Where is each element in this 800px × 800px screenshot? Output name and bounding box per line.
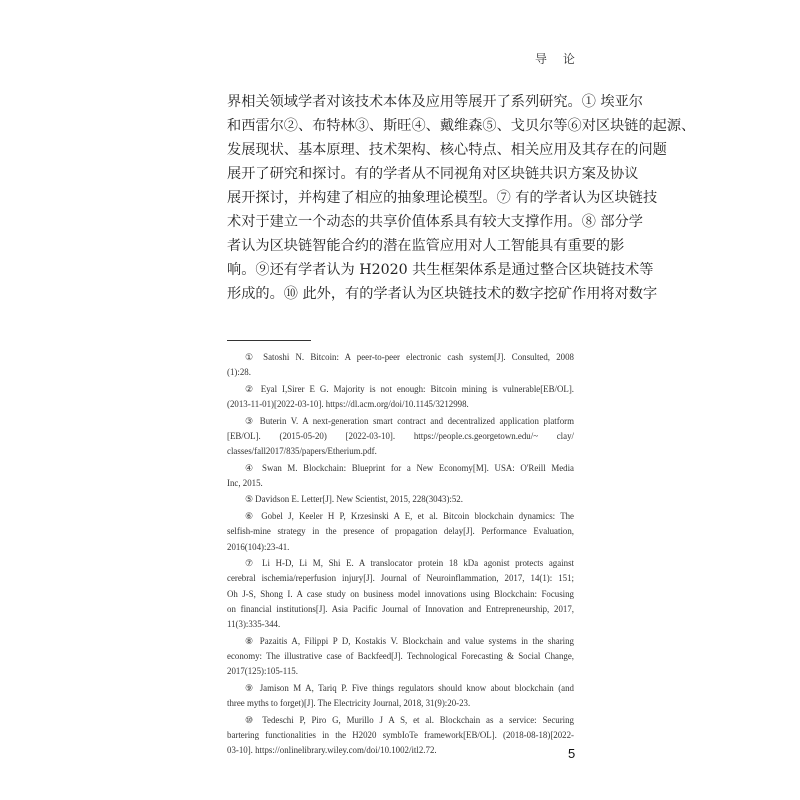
footnote-line: ② Eyal I,Sirer E G. Majority is not enough: Bitcoin mining is vulnerable[EB/OL]. xyxy=(245,383,574,394)
footnote xyxy=(227,713,574,759)
body-line: 术对于建立一个动态的共享价值体系具有较大支撑作用。⑧ 部分学 xyxy=(227,214,643,230)
footnote xyxy=(227,492,574,507)
footnote-divider xyxy=(227,340,311,341)
footnote xyxy=(227,634,574,680)
body-line: 者认为区块链智能合约的潜在监管应用对人工智能具有重要的影 xyxy=(227,238,625,254)
footnote-line: 11(3):335-344. xyxy=(227,619,281,630)
body-text xyxy=(227,90,696,306)
footnote xyxy=(227,681,574,712)
page-number: 5 xyxy=(568,746,576,761)
footnote-line: ⑨ Jamison M A, Tariq P. Five things regulators should know about blockchain (and xyxy=(245,682,574,693)
footnote-line: Oh J-S, Shong I. A case study on business model innovations using Blockchain: Focusing xyxy=(227,588,574,599)
footnote-line: economy: The illustrative case of Backfeed[J]. Technological Forecasting & Social Change, xyxy=(227,650,574,661)
body-line: 响。⑨还有学者认为 H2020 共生框架体系是通过整合区块链技术等 xyxy=(227,262,654,278)
footnote xyxy=(227,350,574,381)
footnote xyxy=(227,556,574,632)
footnote-line: 03-10]. https://onlinelibrary.wiley.com/doi/10.1002/itl2.72. xyxy=(227,745,437,756)
footnotes xyxy=(227,350,574,760)
footnote-line: on financial institutions[J]. Asia Pacific Journal of Innovation and Entrepreneurship, 2017, xyxy=(227,603,574,614)
body-line: 发展现状、基本原理、技术架构、核心特点、相关应用及其存在的问题 xyxy=(227,142,667,158)
body-line: 展开了研究和探讨。有的学者从不同视角对区块链共识方案及协议 xyxy=(227,166,639,182)
body-line: 界相关领域学者对该技术本体及应用等展开了系列研究。① 埃亚尔 xyxy=(227,94,643,110)
footnote-line: ① Satoshi N. Bitcoin: A peer-to-peer electronic cash system[J]. Consulted, 2008 xyxy=(245,352,574,362)
footnote-line: classes/fall2017/835/papers/Etherium.pdf. xyxy=(227,446,377,457)
footnote-line: ⑤ Davidson E. Letter[J]. New Scientist, 2015, 228(3043):52. xyxy=(245,494,463,505)
footnote-line: ⑥ Gobel J, Keeler H P, Krzesinski A E, et al. Bitcoin blockchain dynamics: The xyxy=(245,510,574,521)
footnote xyxy=(227,509,574,555)
footnote xyxy=(227,461,574,492)
running-header: 导 论 xyxy=(535,52,581,66)
body-line: 和西雷尔②、布特林③、斯旺④、戴维森⑤、戈贝尔等⑥对区块链的起源、 xyxy=(227,118,696,134)
footnote xyxy=(227,382,574,413)
footnote-line: selfish-mine strategy in the presence of propagation delay[J]. Performance Evaluation, xyxy=(227,526,574,537)
footnote-line: ⑩ Tedeschi P, Piro G, Murillo J A S, et al. Blockchain as a service: Securing xyxy=(245,714,574,725)
footnote-line: ⑦ Li H-D, Li M, Shi E. A translocator protein 18 kDa agonist protects against xyxy=(245,557,574,568)
footnote-line: ⑧ Pazaitis A, Filippi P D, Kostakis V. Blockchain and value systems in the sharing xyxy=(245,635,574,646)
body-line: 形成的。⑩ 此外，有的学者认为区块链技术的数字挖矿作用将对数字 xyxy=(227,286,658,302)
footnote-line: cerebral ischemia/reperfusion injury[J]. Journal of Neuroinflammation, 2017, 14(1): 151; xyxy=(227,573,574,584)
footnote-line: (1):28. xyxy=(227,367,251,378)
footnote-line: ③ Buterin V. A next-generation smart contract and decentralized application platform xyxy=(245,415,574,426)
footnote-line: Inc, 2015. xyxy=(227,477,263,488)
footnote-line: three myths to forget)[J]. The Electricity Journal, 2018, 31(9):20-23. xyxy=(227,698,471,709)
footnote-line: 2016(104):23-41. xyxy=(227,541,290,552)
footnote-line: [EB/OL]. (2015-05-20) [2022-03-10]. https://people.cs.georgetown.edu/~ clay/ xyxy=(227,430,574,441)
footnote-line: (2013-11-01)[2022-03-10]. https://dl.acm.org/doi/10.1145/3212998. xyxy=(227,399,469,410)
footnote-line: bartering functionalities in the H2020 symbIoTe framework[EB/OL]. (2018-08-18)[2022- xyxy=(227,729,574,740)
body-line: 展开探讨，并构建了相应的抽象理论模型。⑦ 有的学者认为区块链技 xyxy=(227,190,658,206)
footnote-line: ④ Swan M. Blockchain: Blueprint for a New Economy[M]. USA: O'Reill Media xyxy=(245,462,574,473)
footnote-line: 2017(125):105-115. xyxy=(227,666,298,677)
footnote xyxy=(227,414,574,460)
